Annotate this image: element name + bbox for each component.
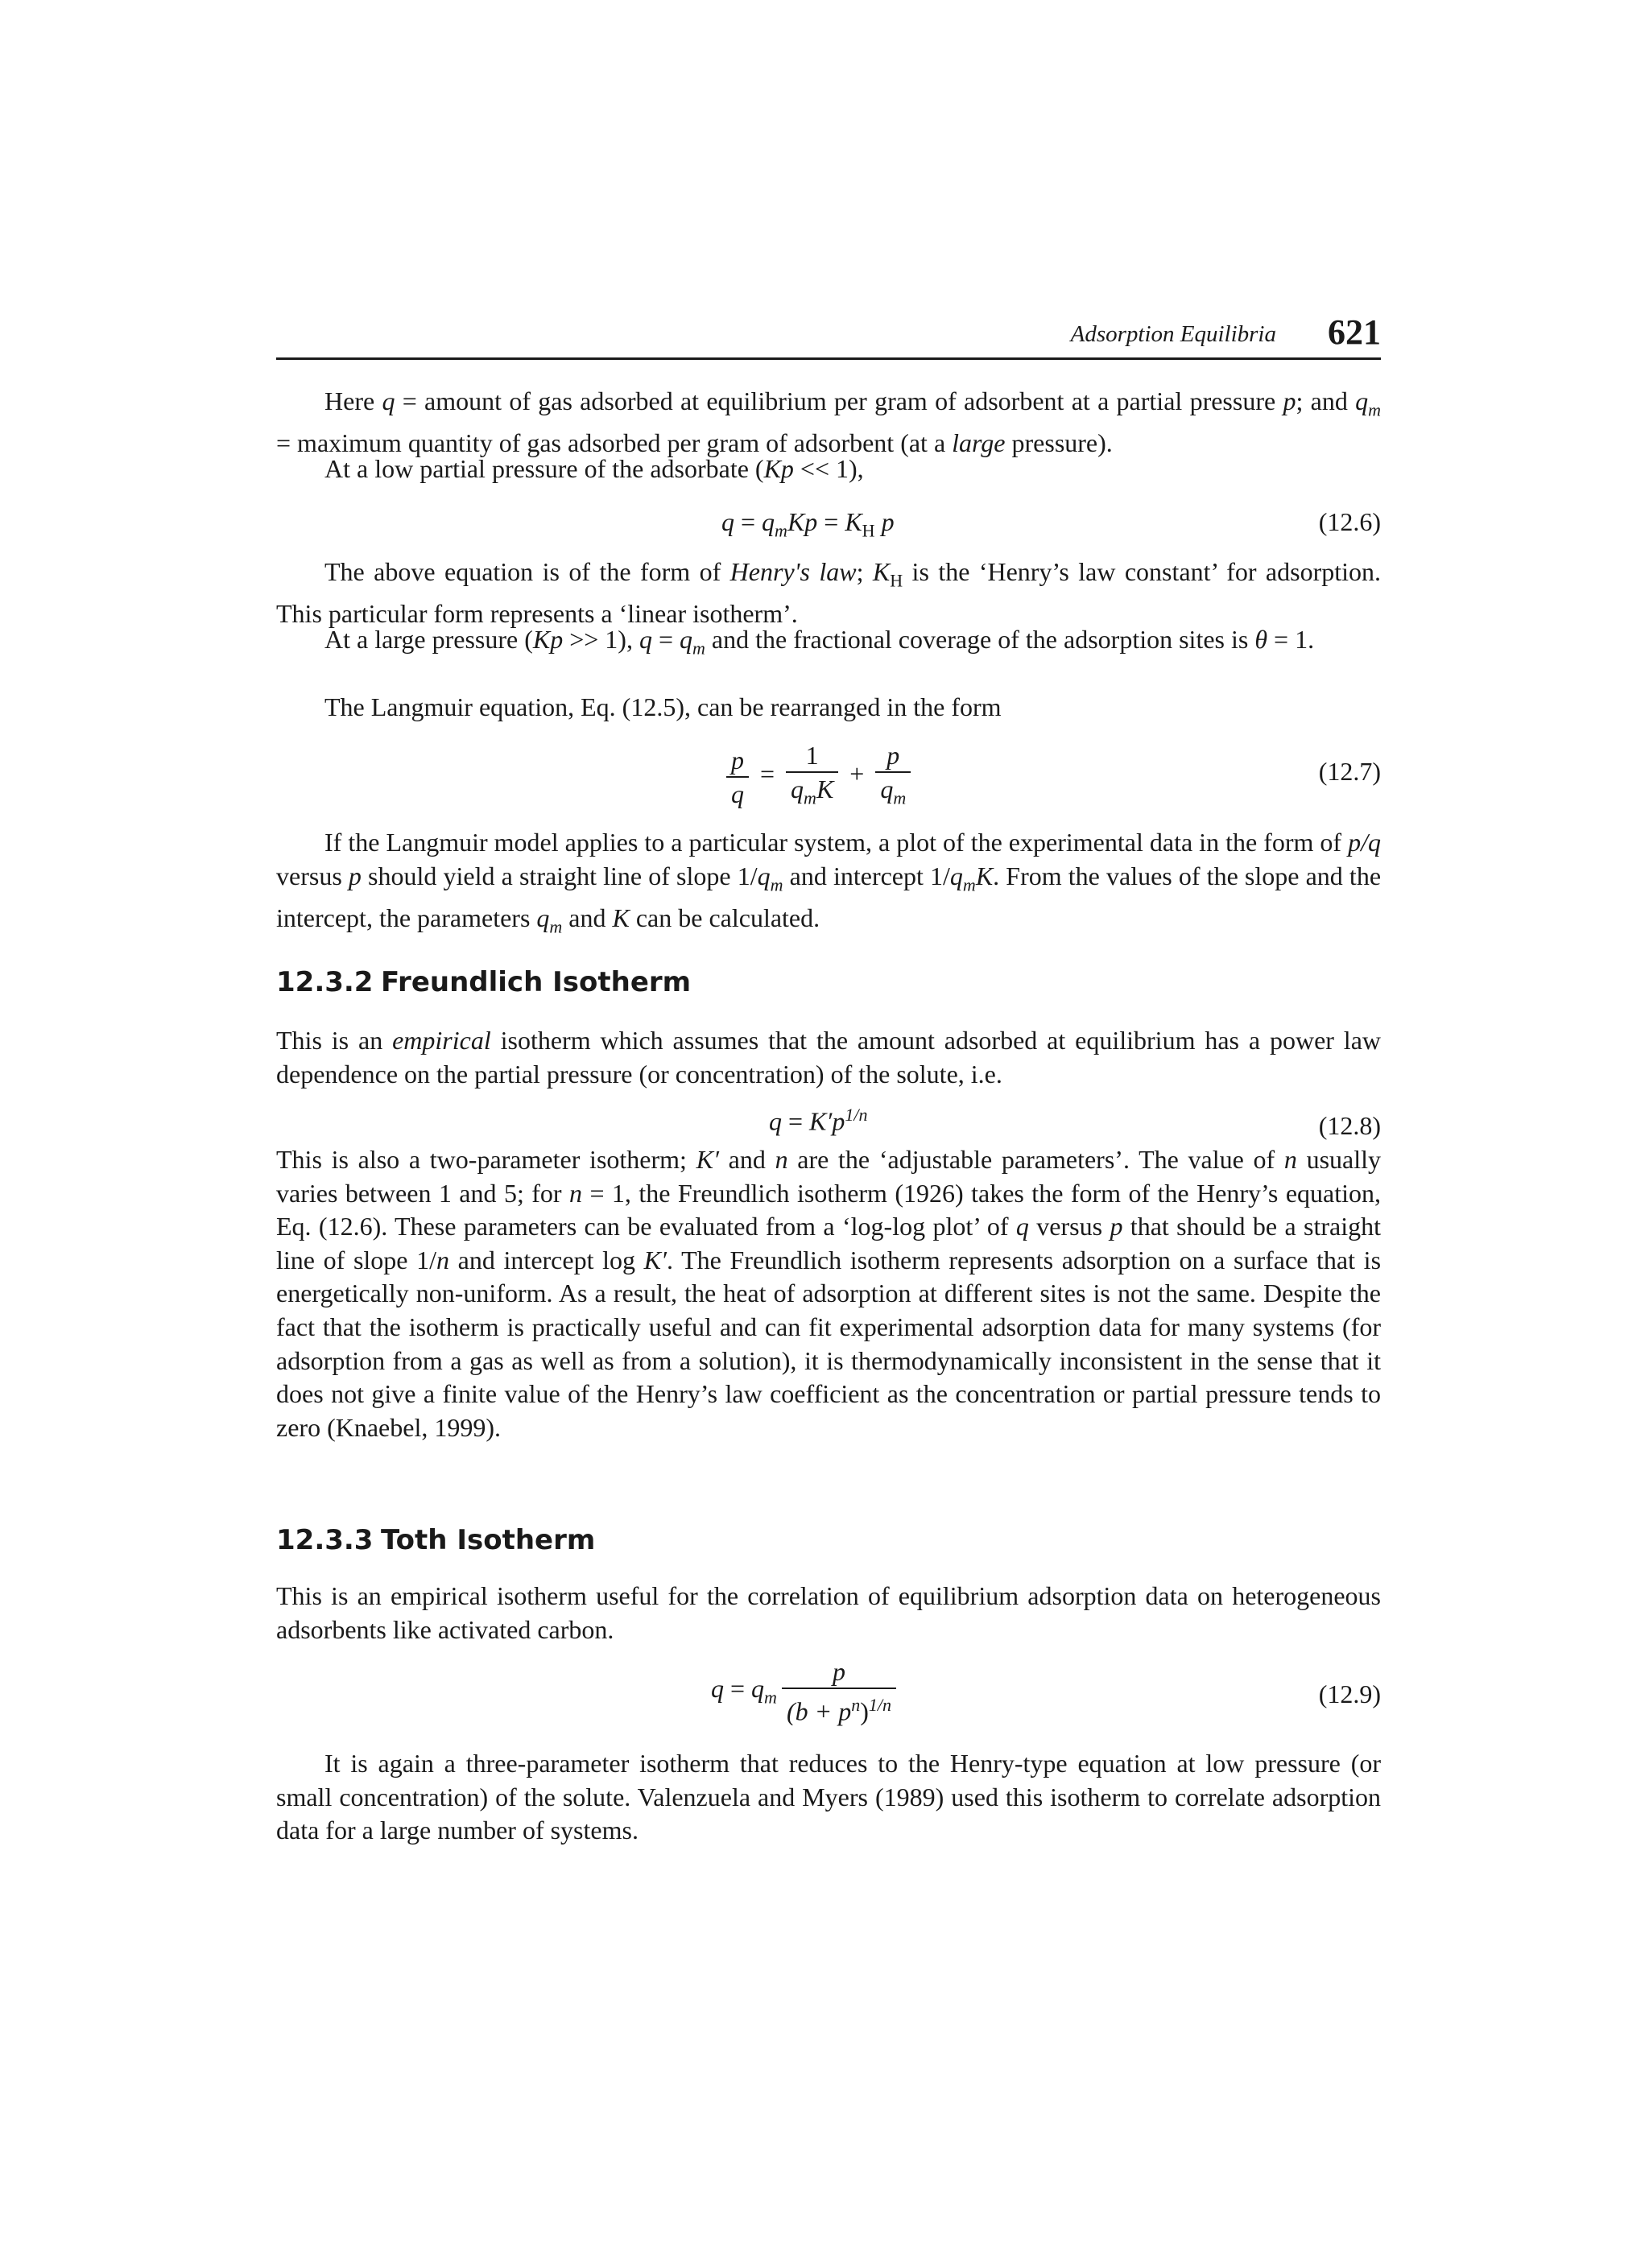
section-number: 12.3.2 <box>276 966 374 998</box>
fraction-p-over-q: $\frac{p}{q}$ <box>726 744 749 810</box>
fraction-toth: $\frac{p}{(b + p^n)^{1/n}}$ <box>782 1655 896 1728</box>
fraction-one-over-qmk: $\frac{1}{q_mK}$ <box>786 739 838 814</box>
equation-12-7 <box>276 739 1381 813</box>
fraction-p-over-qm: $\frac{p}{q_m}$ <box>875 739 911 814</box>
paragraph-langmuir-plot: If the Langmuir model applies to a particular system, a plot of the experimental data in the form of p/q versus p should yield a straight line of slope $1/q_m$ and intercept $1/q_mK$. From the values of the slope and the intercept, the parameters $q_m$ and K can be calculated. <box>276 828 1382 936</box>
running-head: Adsorption Equilibria <box>1070 321 1276 347</box>
equation-number: (12.7) <box>1318 757 1381 786</box>
paragraph-langmuir-intro: The Langmuir equation, Eq. (12.5), can be rearranged in the form <box>324 692 1002 721</box>
section-heading-freundlich <box>276 966 691 998</box>
section-number: 12.3.3 <box>276 1524 374 1556</box>
equation-body: $q = K'p^{1/n}$ <box>769 1105 868 1136</box>
page-number: 621 <box>1328 312 1381 352</box>
paragraph-toth-body: It is again a three-parameter isotherm that reduces to the Henry-type equation at low pressure (or small concentration) of the solute. Valenzuela and Myers (1989) used this isotherm to correlate adsorption data for a large number of systems. <box>276 1749 1381 1845</box>
paragraph-freundlich-body: This is also a two-parameter isotherm; K′ and n are the ‘adjustable parameters’. The value of n usually varies between 1 and 5; for n = 1, the Freundlich isotherm (1926) takes the form of the Henry’s equation, Eq. (12.6). These parameters can be evaluated from a ‘log-log plot’ of q versus p that should be a straight line of slope 1/n and intercept log K′. The Freundlich isotherm represents adsorption on a surface that is energetically non-uniform. As a result, the heat of adsorption at different sites is not the same. Despite the fact that the isotherm is practically useful and can fit experimental adsorption data for many systems (for adsorption from a gas as well as from a solution), it is thermodynamically inconsistent in the sense that it does not give a finite value of the Henry’s law coefficient as the concentration or partial pressure tends to zero (Knaebel, 1999). <box>276 1145 1382 1442</box>
paragraph-toth-intro: This is an empirical isotherm useful for the correlation of equilibrium adsorption data on heterogeneous adsorbents like activated carbon. <box>276 1581 1381 1644</box>
equation-body: $q = q_mKp = K_H$ p <box>721 507 895 541</box>
paragraph-definitions: Here q = amount of gas adsorbed at equilibrium per gram of adsorbent at a partial pressure p; and $q_m$ = maximum quantity of gas adsorbed per gram of adsorbent (at a large pressure). <box>276 386 1382 457</box>
paragraph-low-pressure: At a low partial pressure of the adsorbate (Kp << 1), <box>324 454 864 483</box>
equation-body: $q = q_m$ $\frac{p}{(b + p^n)^{1/n}}$ <box>711 1655 901 1728</box>
paragraph-high-pressure: At a large pressure (Kp >> 1), $q = q_m$ and the fractional coverage of the adsorption sites is θ = 1. <box>324 625 1315 659</box>
equation-number: (12.9) <box>1318 1679 1381 1708</box>
equation-12-6 <box>276 507 1381 543</box>
equation-number: (12.6) <box>1318 507 1381 536</box>
equation-body: $\frac{p}{q}$ = $\frac{1}{q_mK}$ + $\frac{p}{q_m}$ <box>721 739 915 814</box>
equation-12-8 <box>276 1105 1381 1143</box>
equation-number: (12.8) <box>1318 1111 1381 1140</box>
equation-12-9 <box>276 1655 1381 1733</box>
page-header <box>276 306 1381 360</box>
paragraph-henry-law: The above equation is of the form of Henry's law; $K_H$ is the ‘Henry’s law constant’ for adsorption. This particular form represents a ‘linear isotherm’. <box>276 557 1382 628</box>
section-title: Toth Isotherm <box>381 1524 596 1556</box>
section-title: Freundlich Isotherm <box>381 966 692 998</box>
paragraph-freundlich-intro: This is an empirical isotherm which assumes that the amount adsorbed at equilibrium has a power law dependence on the partial pressure (or concentration) of the solute, i.e. <box>276 1026 1382 1089</box>
section-heading-toth <box>276 1524 595 1556</box>
